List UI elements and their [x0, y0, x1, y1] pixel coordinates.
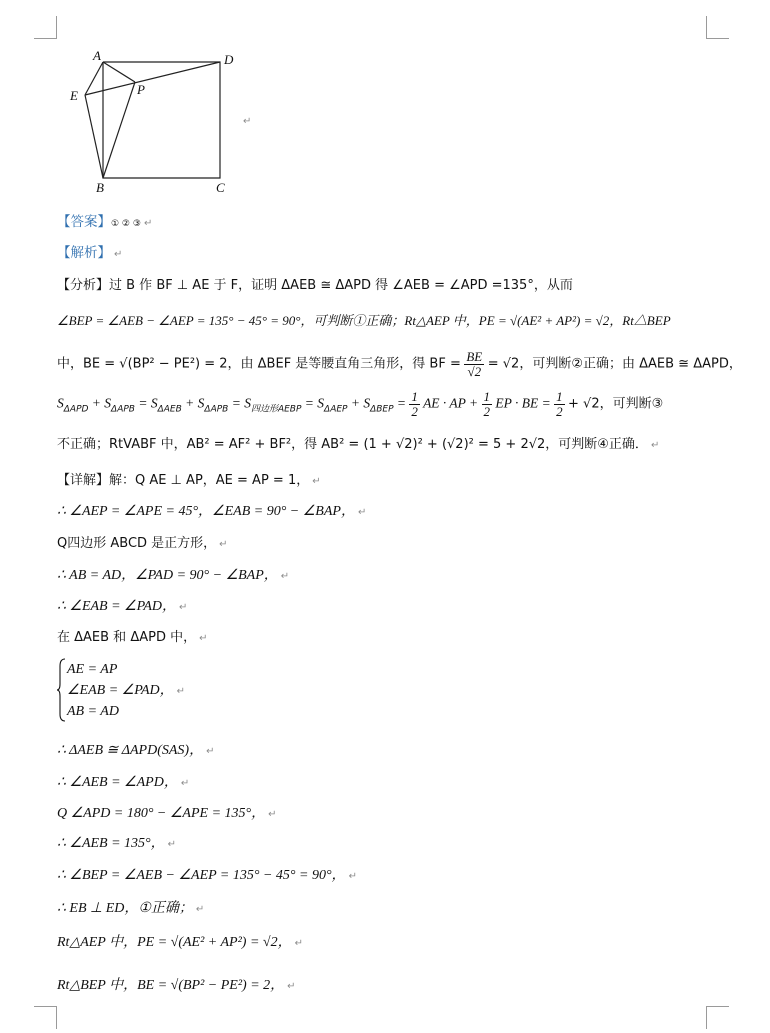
return-mark: ↵	[348, 871, 357, 882]
analysis-line-3	[57, 350, 742, 379]
detail-line-5	[57, 597, 187, 618]
detail-line-11	[57, 866, 357, 887]
return-mark: ↵	[650, 440, 660, 451]
detail-text: Rt△AEP 中，PE = √(AE² + AP²) = √2，	[57, 935, 292, 950]
detail-text: Q ∠APD = 180° − ∠APE = 135°，	[57, 806, 266, 821]
answer-line	[57, 212, 152, 234]
area-term: + S	[91, 395, 112, 411]
detail-text: Rt△BEP 中，BE = √(BP² − PE²) = 2，	[57, 978, 285, 993]
detail-line-14	[57, 976, 296, 997]
label-b: B	[96, 180, 104, 195]
label-d: D	[224, 52, 234, 67]
area-term: = S	[304, 395, 325, 411]
detail-line-12	[57, 899, 204, 920]
return-mark: ↵	[176, 686, 186, 697]
system-line-1: AE = AP	[67, 662, 118, 677]
label-c: C	[216, 180, 225, 195]
fraction-half	[554, 390, 565, 419]
return-mark: ↵	[294, 938, 303, 949]
geometry-figure	[60, 40, 260, 200]
corner-mark-bottom-right	[706, 1006, 729, 1029]
return-mark: ↵	[206, 746, 215, 757]
answer-tag: 【答案】	[57, 214, 111, 230]
segment-ap	[103, 62, 135, 82]
detail-text: ∴ ∠AEP = ∠APE = 45°，∠EAB = 90° − ∠BAP，	[57, 504, 355, 519]
detail-text: ∴ ∠EAB = ∠PAD，	[57, 599, 177, 614]
corner-mark-bottom-left	[34, 1006, 57, 1029]
area-term: + S	[185, 395, 205, 411]
analysis-tag-line	[57, 243, 122, 265]
square-abcd	[103, 62, 220, 178]
fraction-denominator: √2	[467, 364, 482, 379]
detail-line-2	[57, 502, 366, 523]
detail-line-1	[57, 471, 321, 492]
segment-pb	[103, 82, 135, 178]
area-term: EP · BE =	[495, 395, 551, 411]
detail-text: ∴ ΔAEB ≅ ΔAPD(SAS)，	[57, 743, 204, 758]
return-mark: ↵	[179, 602, 188, 613]
area-term: = S	[231, 395, 251, 411]
fraction-half	[482, 390, 493, 419]
fraction-denominator: 2	[556, 404, 563, 419]
detail-text: 在 ΔAEB 和 ΔAPD 中，	[57, 630, 197, 645]
area-subscript: ΔAPB	[204, 404, 229, 415]
detail-text: ∴ ∠BEP = ∠AEB − ∠AEP = 135° − 45° = 90°，	[57, 868, 346, 883]
detail-text: ∴ ∠AEB = ∠APD，	[57, 775, 178, 790]
segment-ae	[85, 62, 103, 95]
fraction-denominator: 2	[483, 404, 491, 419]
system-text: ∠EAB = ∠PAD，	[67, 683, 174, 698]
detail-line-7	[57, 741, 214, 762]
analysis-tag: 【解析】	[57, 245, 111, 261]
return-mark: ↵	[357, 507, 367, 518]
return-mark: ↵	[287, 981, 296, 992]
segment-eb	[85, 95, 103, 178]
return-mark: ↵	[268, 809, 277, 820]
area-subscript: ΔAEP	[324, 404, 348, 415]
area-term: =	[396, 395, 407, 411]
analysis-line-5-text: 不正确；RtVABF 中，AB² = AF² + BF²，得 AB² = (1 + √2)² + (√2)² = 5 + 2√2，可判断④正确．	[57, 437, 648, 452]
system-brace	[57, 658, 67, 722]
fraction-half	[409, 390, 420, 419]
analysis-line-5	[57, 435, 659, 456]
return-mark: ↵	[114, 249, 123, 260]
fraction-numerator: 1	[483, 389, 491, 404]
detail-line-10	[57, 834, 176, 855]
label-p: P	[137, 82, 145, 97]
analysis-line-2: ∠BEP = ∠AEB − ∠AEP = 135° − 45° = 90°，可判断①正确；Rt△AEP 中，PE = √(AE² + AP²) = √2，Rt△BEP	[57, 313, 671, 328]
return-mark: ↵	[219, 539, 228, 550]
corner-mark-top-right	[706, 16, 729, 39]
label-a: A	[93, 48, 101, 63]
analysis-line-3b: = √2，可判断②正确；由 ΔAEB ≅ ΔAPD，	[487, 356, 742, 372]
area-term: AE · AP +	[423, 395, 479, 411]
segment-ed	[85, 62, 220, 95]
area-term: S	[57, 395, 64, 411]
detail-text: ∴ EB ⊥ ED，①正确；	[57, 901, 193, 916]
area-subscript: ΔAPB	[111, 404, 135, 415]
detail-text: Q四边形 ABCD 是正方形，	[57, 536, 217, 551]
area-subscript: ΔAPD	[63, 404, 89, 415]
area-subscript: ΔBEP	[370, 404, 394, 415]
system-line-3: AB = AD	[67, 704, 119, 719]
corner-mark-top-left	[34, 16, 57, 39]
answer-value: ① ② ③	[111, 219, 141, 229]
return-mark: ↵	[143, 218, 153, 229]
fraction-numerator: 1	[556, 389, 563, 404]
return-mark: ↵	[312, 476, 321, 487]
return-mark: ↵	[195, 904, 205, 915]
fraction-numerator: 1	[411, 389, 418, 404]
area-subscript: 四边形AEBP	[250, 404, 302, 415]
analysis-line-3a: 中，BE = √(BP² − PE²) = 2，由 ΔBEF 是等腰直角三角形，得 BF =	[57, 356, 461, 372]
fraction-be-over-root2	[464, 350, 484, 379]
area-term: = S	[138, 395, 158, 411]
detail-text: ∴ AB = AD，∠PAD = 90° − ∠BAP，	[57, 568, 278, 583]
return-mark: ↵	[167, 839, 177, 850]
detail-line-8	[57, 773, 189, 794]
area-term: + S	[350, 395, 371, 411]
analysis-line-4	[57, 390, 663, 419]
label-e: E	[70, 88, 78, 103]
return-mark: ↵	[243, 116, 252, 127]
detail-line-13	[57, 933, 303, 954]
detail-line-9	[57, 804, 277, 825]
detail-line-4	[57, 566, 289, 587]
area-subscript: ΔAEB	[157, 404, 182, 415]
detail-text: ∴ ∠AEB = 135°，	[57, 836, 165, 851]
area-term: + √2，可判断③	[568, 396, 664, 412]
detail-line-3	[57, 534, 228, 555]
fraction-denominator: 2	[411, 404, 418, 419]
detail-text: 【详解】解：Q AE ⊥ AP，AE = AP = 1，	[57, 473, 310, 488]
fraction-numerator: BE	[466, 349, 483, 364]
return-mark: ↵	[280, 571, 290, 582]
system-line-2	[67, 681, 185, 702]
analysis-line-1: 【分析】过 B 作 BF ⊥ AE 于 F，证明 ΔAEB ≅ ΔAPD 得 ∠AEB = ∠APD =135°，从而	[57, 278, 573, 293]
detail-line-6	[57, 628, 207, 649]
return-mark: ↵	[180, 778, 190, 789]
return-mark: ↵	[199, 633, 208, 644]
